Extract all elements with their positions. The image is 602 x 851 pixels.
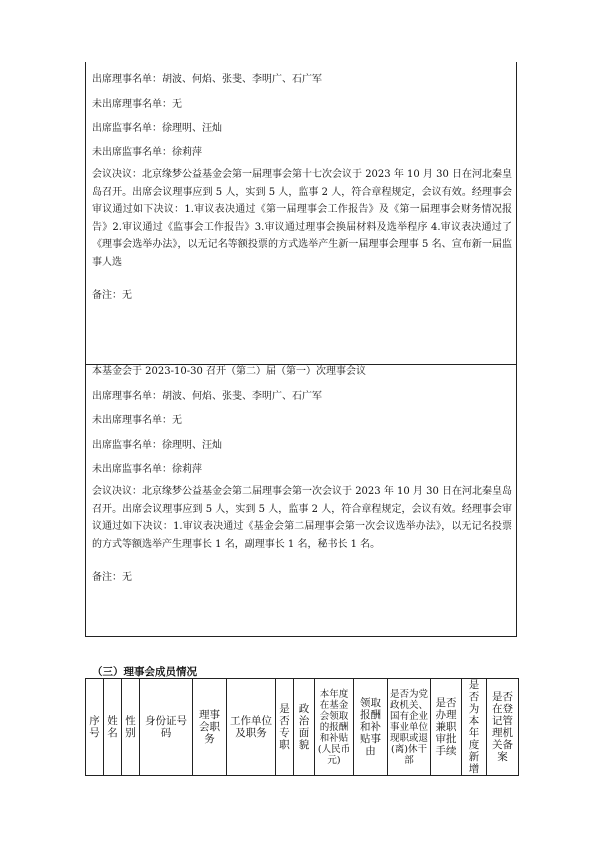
column-header: 理事会职务: [193, 679, 227, 776]
absent-directors: 未出席理事名单：无: [92, 415, 182, 426]
absent-directors: 未出席理事名单：无: [92, 99, 182, 110]
absent-supervisors: 未出席监事名单：徐莉萍: [92, 147, 202, 158]
attending-supervisors: 出席监事名单：徐理明、汪灿: [92, 123, 222, 134]
column-header: 是否在登记管理机关备案: [487, 679, 519, 776]
absent-supervisors: 未出席监事名单：徐莉萍: [92, 464, 202, 475]
meeting-resolution: 会议决议：北京缘梦公益基金会第二届理事会第一次会议于 2023 年 10 月 30 日在河北秦皇岛召开。出席会议理事应到 5 人，实到 5 人，监事 2 人，符合章程规定，会议有效。经理事会审议通过如下决议：1.审议表决通过《基金会第二届理事会第一次会议选举办法》，以无记名投票的方式等额选举产生理事长 1 名，副理事长 1 名，秘书长 1 名。: [92, 486, 512, 550]
column-header: 姓名: [104, 679, 122, 776]
column-header: 是否办理兼职审批手续: [431, 679, 462, 776]
table-header-row: [86, 679, 519, 776]
meeting-heading: 本基金会于 2023-10-30 召开（第二）届（第一）次理事会议: [92, 366, 367, 377]
meeting-resolution: 会议决议：北京缘梦公益基金会第一届理事会第十七次会议于 2023 年 10 月 30 日在河北秦皇岛召开。出席会议理事应到 5 人，实到 5 人，监事 2 人，符合章程规定，会议有效。经理事会审议通过如下决议：1.审议表决通过《第一届理事会工作报告》及《第一届理事会财务情况报告》2.审议通过《监事会工作报告》3.审议通过理事会换届材料及选举程序 4.审议表决通过了《理事会选举办法》，以无记名等额投票的方式选举产生新一届理事会理事 5 名、宣布新一届监事人选: [92, 169, 512, 268]
section-title: （三）理事会成员情况: [92, 666, 197, 678]
meeting-remarks: 备注：无: [92, 290, 132, 301]
column-header: 领取报酬和补贴事由: [354, 679, 388, 776]
column-header: 是否专职: [276, 679, 294, 776]
column-header: 本年度在基金会领取的报酬和补贴(人民币元): [315, 679, 354, 776]
column-header: 序号: [86, 679, 104, 776]
attending-directors: 出席理事名单：胡波、何焰、张斐、李明广、石广军: [92, 74, 322, 85]
column-header: 工作单位及职务: [227, 679, 276, 776]
board-members-table: [85, 678, 519, 776]
attending-supervisors: 出席监事名单：徐理明、汪灿: [92, 440, 222, 451]
column-header: 政治面貌: [294, 679, 315, 776]
meeting-remarks: 备注：无: [92, 572, 132, 583]
meeting-record-2: [85, 365, 517, 637]
column-header: 是否为党政机关、国有企业事业单位现职或退(离)休干部: [388, 679, 431, 776]
column-header: 是否为本年度新增: [462, 679, 487, 776]
meeting-record-1: [85, 62, 517, 365]
attending-directors: 出席理事名单：胡波、何焰、张斐、李明广、石广军: [92, 391, 322, 402]
column-header: 身份证号码: [140, 679, 193, 776]
column-header: 性别: [122, 679, 140, 776]
